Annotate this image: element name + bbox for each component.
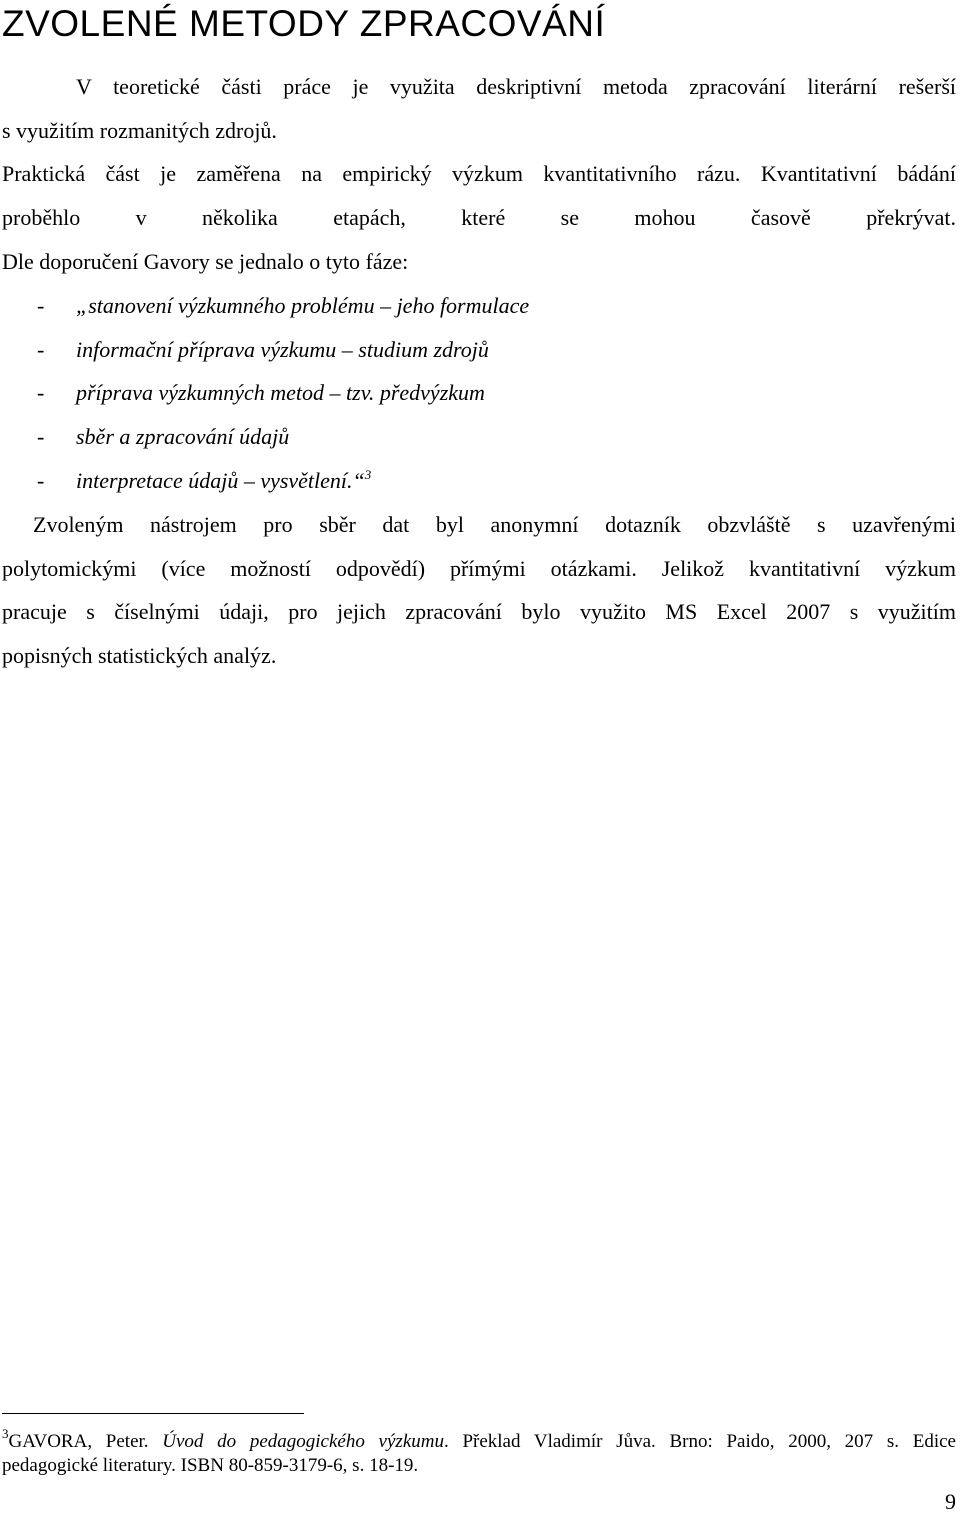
paragraph-line: s využitím rozmanitých zdrojů. — [2, 118, 277, 143]
list-item — [37, 335, 489, 365]
list-item — [37, 466, 371, 496]
list-dash: - — [37, 468, 45, 493]
page-number: 9 — [945, 1489, 956, 1514]
footnote-line — [2, 1426, 956, 1454]
footnote-title: Úvod do pedagogického výzkumu — [162, 1431, 444, 1452]
list-item — [37, 291, 529, 321]
section-heading: ZVOLENÉ METODY ZPRACOVÁNÍ — [2, 3, 606, 44]
footnote-number: 3 — [2, 1426, 9, 1441]
list-item-text: informační příprava výzkumu – studium zdrojů — [76, 337, 489, 362]
list-dash: - — [37, 424, 45, 449]
paragraph-line: Zvoleným nástrojem pro sběr dat byl anonymní dotazník obzvláště s uzavřenými — [33, 512, 956, 537]
footnote-author: GAVORA, Peter. — [8, 1431, 163, 1452]
list-dash: - — [37, 380, 45, 405]
list-item-text: interpretace údajů – vysvětlení.“ — [76, 468, 365, 493]
list-item-text: sběr a zpracování údajů — [76, 424, 290, 449]
list-item — [37, 422, 289, 452]
paragraph-line: pracuje s číselnými údaji, pro jejich zpracování bylo využito MS Excel 2007 s využitím — [2, 599, 956, 624]
list-item-text: „stanovení výzkumného problému – jeho formulace — [76, 293, 530, 318]
paragraph-line: Praktická část je zaměřena na empirický výzkum kvantitativního rázu. Kvantitativní bádání — [2, 161, 956, 186]
paragraph-line: popisných statistických analýz. — [2, 643, 277, 668]
footnote-separator — [2, 1413, 304, 1414]
list-item-text: příprava výzkumných metod – tzv. předvýzkum — [76, 380, 485, 405]
paragraph-line: Dle doporučení Gavory se jednalo o tyto fáze: — [2, 249, 409, 274]
paragraph-line: polytomickými (více možností odpovědí) přímými otázkami. Jelikož kvantitativní výzkum — [2, 556, 956, 581]
footnote-rest: . Překlad Vladimír Jůva. Brno: Paido, 2000, 207 s. Edice — [443, 1431, 956, 1452]
paragraph-line: proběhlo v několika etapách, které se mohou časově překrývat. — [2, 205, 956, 230]
footnote-line: pedagogické literatury. ISBN 80-859-3179-6, s. 18-19. — [2, 1455, 419, 1476]
list-dash: - — [37, 337, 45, 362]
list-dash: - — [37, 293, 45, 318]
paragraph-line: V teoretické části práce je využita deskriptivní metoda zpracování literární rešerší — [76, 74, 956, 99]
list-item — [37, 378, 485, 408]
footnote-reference: 3 — [364, 467, 372, 482]
